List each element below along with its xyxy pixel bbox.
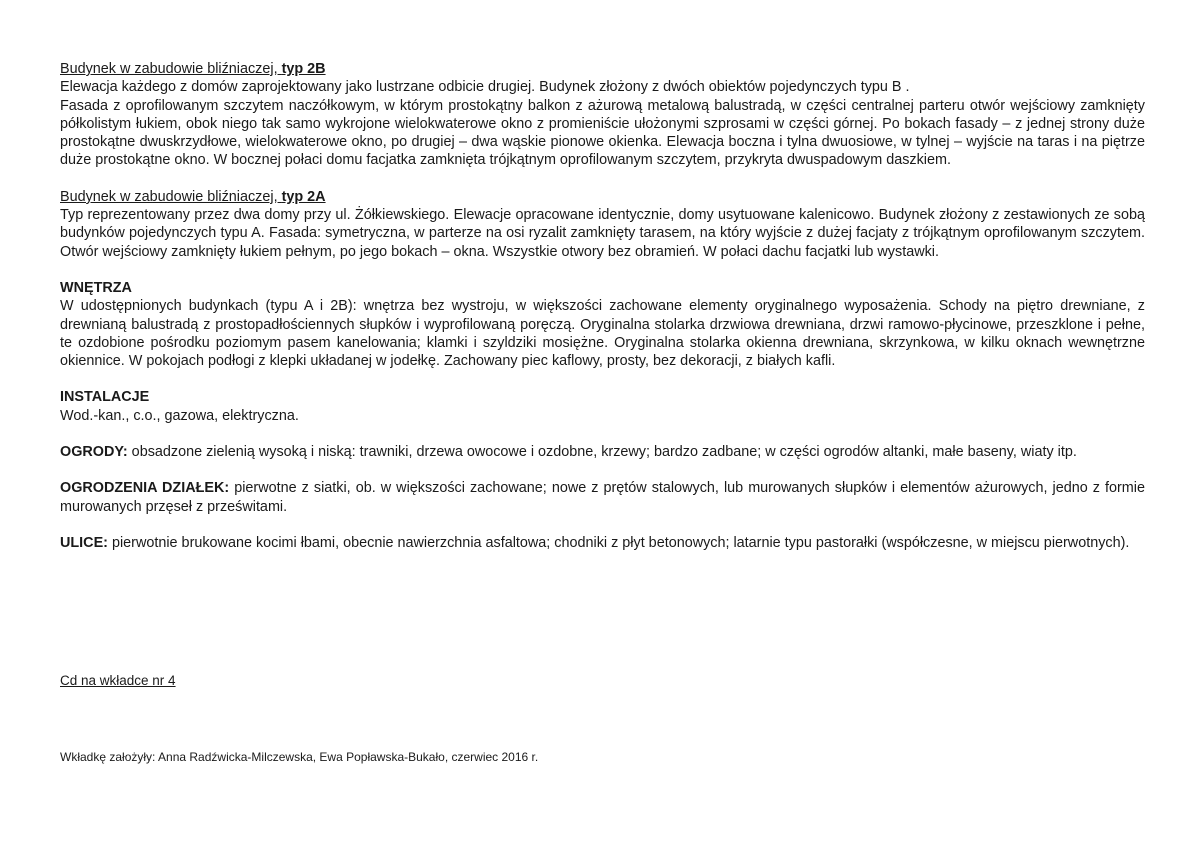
ulice-paragraph: [60, 534, 1145, 552]
instalacje-heading: INSTALACJE: [60, 389, 150, 406]
wnetrza-text: W udostępnionych budynkach (typu A i 2B): wnętrza bez wystroju, w większości zachowane elementy oryginalnego wyposażenia. Schody na piętro drewniane, z drewnianą balustradą z prostopadłościennych słupków i wyprofilowaną poręczą. Oryginalna stolarka drzwiowa drewniana, drzwi ramowo-płycinowe, przeszklone i pełne, te ozdobione pośrodku poziomym pasem kanelowania; klamki i szyldziki mosiężne. Oryginalna stolarka okienna drewniana, skrzynkowa, w kilku oknach wewnętrzne okiennice. W pokojach podłogi z klepki układanej w jodełkę. Zachowany piec kaflowy, prosty, bez dekoracji, z białych kafli.: [60, 298, 1145, 370]
section-2b-line-2: Fasada z oprofilowanym szczytem naczółkowym, w którym prostokątny balkon z ażurową metalową balustradą, w części centralnej parteru otwór wejściowy zamknięty półkolistym łukiem, obok niego tak samo wykrojone wielokwaterowe okno z promieniście ułożonymi szprosami w części górnej. Po bokach fasady – z jednej strony duże prostokątne dwuskrzydłowe, wielokwaterowe okno, po drugiej – dwa wąskie pionowe okienka. Elewacja boczna i tylna dwuosiowe, w tylnej – wyjście na taras i na piętrze duże prostokątne okno. W bocznej połaci domu facjatka zamknięta trójkątnym oprofilowanym szczytem, przykryta dwuspadowym daszkiem.: [60, 97, 1145, 169]
section-2b-heading-type: typ 2B: [281, 61, 326, 77]
ogrodzenia-heading: OGRODZENIA DZIAŁEK:: [60, 480, 230, 497]
section-2b-line-1: Elewacja każdego z domów zaprojektowany jako lustrzane odbicie drugiej. Budynek złożony z dwóch obiektów pojedynczych typu B .: [60, 79, 910, 96]
section-2a-heading-prefix: Budynek w zabudowie bliźniaczej,: [60, 188, 282, 205]
spacer: [60, 461, 1145, 479]
spacer: [60, 261, 1145, 279]
section-2b-heading-prefix: Budynek w zabudowie bliźniaczej,: [60, 61, 282, 77]
spacer: [60, 425, 1145, 443]
section-2a-text: Typ reprezentowany przez dwa domy przy ul. Żółkiewskiego. Elewacje opracowane identycznie, domy usytuowane kalenicowo. Budynek złożony z zestawionych ze sobą budynków pojedynczych typu A. Fasada: symetryczna, w parterze na osi ryzalit zamknięty tarasem, na który wyjście z dużej facjaty z trójkątnym oprofilowanym szczytem. Otwór wejściowy zamknięty łukiem pełnym, po jego bokach – okna. Wszystkie otwory bez obramień. W połaci dachu facjatki lub wystawki.: [60, 207, 1145, 260]
spacer: [60, 170, 1145, 188]
continued-note: Cd na wkładce nr 4: [60, 673, 176, 688]
ogrody-heading: OGRODY:: [60, 444, 128, 461]
section-2a-heading-type: typ 2A: [281, 188, 326, 205]
wnetrza-heading: WNĘTRZA: [60, 279, 132, 296]
ogrodzenia-text: pierwotne z siatki, ob. w większości zachowane; nowe z prętów stalowych, lub murowanych słupków i elementów ażurowych, jedno z formie murowanych przęseł z prześwitami.: [60, 480, 1145, 515]
section-2a-heading: [60, 188, 1145, 206]
ulice-heading: ULICE:: [60, 534, 108, 551]
spacer: [60, 370, 1145, 388]
ogrody-text: obsadzone zielenią wysoką i niską: trawniki, drzewa owocowe i ozdobne, krzewy; bardzo zadbane; w części ogrodów altanki, małe baseny, wiaty itp.: [127, 444, 1077, 461]
document-page: [60, 60, 1145, 552]
ogrody-paragraph: [60, 443, 1145, 461]
ulice-text: pierwotnie brukowane kocimi łbami, obecnie nawierzchnia asfaltowa; chodniki z płyt betonowych; latarnie typu pastorałki (współczesne, w miejscu pierwotnych).: [107, 534, 1130, 551]
ogrodzenia-paragraph: [60, 479, 1145, 516]
instalacje-text: Wod.-kan., c.o., gazowa, elektryczna.: [60, 407, 299, 424]
spacer: [60, 516, 1145, 534]
footer-authors: Wkładkę założyły: Anna Radźwicka-Milczewska, Ewa Popławska-Bukało, czerwiec 2016 r.: [60, 750, 539, 764]
section-2b-heading: [60, 60, 1145, 78]
